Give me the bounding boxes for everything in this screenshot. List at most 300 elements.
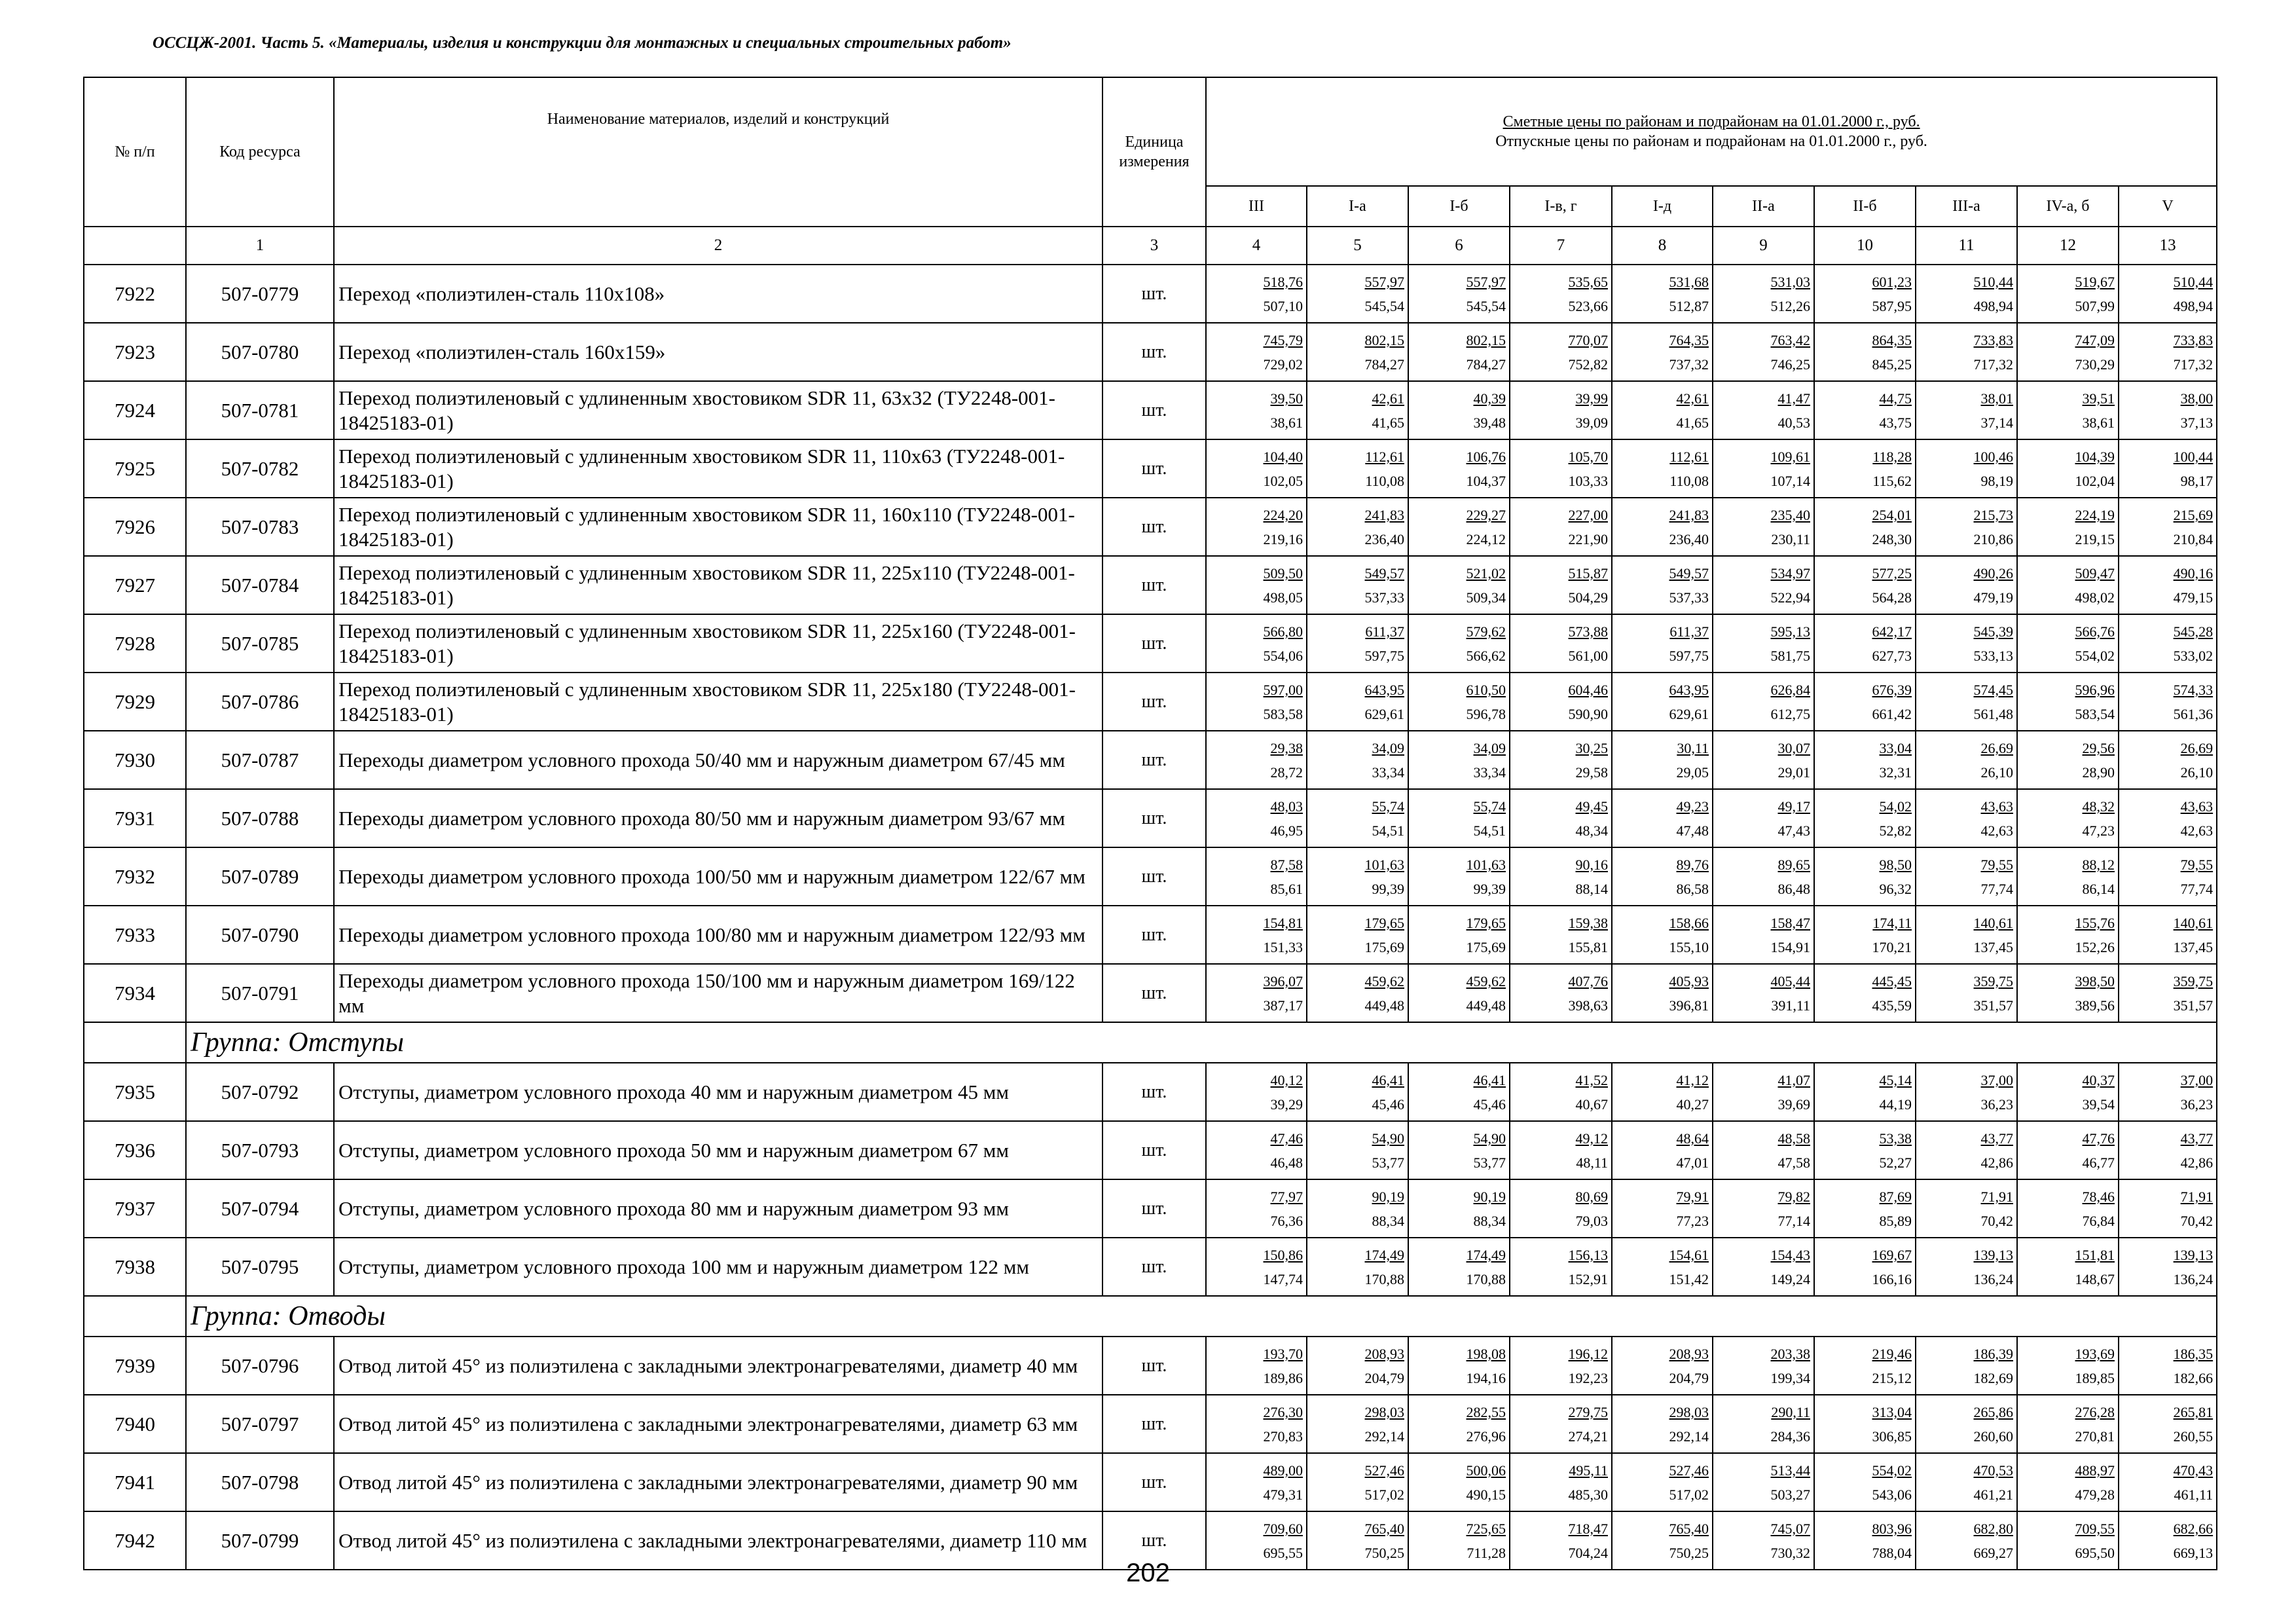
- price-cell: [1307, 614, 1408, 673]
- release-price: 45,46: [1473, 1096, 1506, 1113]
- release-price: 230,11: [1771, 530, 1810, 547]
- estimate-price: 29,38: [1270, 739, 1303, 756]
- estimate-price: 802,15: [1364, 331, 1404, 348]
- price-cell: [1206, 731, 1307, 789]
- price-cell: [1307, 1238, 1408, 1296]
- release-price: 517,02: [1669, 1486, 1709, 1503]
- estimate-price: 676,39: [1872, 681, 1912, 698]
- price-cell: [1307, 906, 1408, 964]
- release-price: 564,28: [1872, 589, 1912, 606]
- material-name: Отступы, диаметром условного прохода 40 мм и наружным диаметром 45 мм: [334, 1063, 1102, 1121]
- release-price: 147,74: [1263, 1270, 1303, 1287]
- material-name: Отвод литой 45° из полиэтилена с закладными электронагревателями, диаметр 40 мм: [334, 1337, 1102, 1395]
- release-price: 86,58: [1676, 880, 1709, 897]
- table-row: [84, 1121, 2217, 1179]
- row-number: 7928: [84, 614, 186, 673]
- col-header-name: Наименование материалов, изделий и конструкций: [334, 77, 1102, 227]
- estimate-price: 90,19: [1473, 1188, 1506, 1205]
- price-cell: [1206, 323, 1307, 381]
- column-number: 3: [1102, 227, 1206, 265]
- price-cell: [1814, 1179, 1916, 1238]
- estimate-price: 534,97: [1770, 564, 1810, 581]
- release-price: 554,06: [1263, 647, 1303, 664]
- price-cell: [1612, 381, 1713, 439]
- release-price: 28,90: [2082, 764, 2115, 781]
- unit-of-measure: шт.: [1102, 1453, 1206, 1511]
- release-price: 224,12: [1466, 530, 1506, 547]
- release-price: 52,82: [1879, 822, 1912, 839]
- column-number: 7: [1510, 227, 1612, 265]
- price-cell: [1408, 906, 1510, 964]
- release-price: 597,75: [1669, 647, 1709, 664]
- row-number: 7926: [84, 498, 186, 556]
- price-cell: [2119, 789, 2217, 847]
- price-cell: [1814, 731, 1916, 789]
- unit-of-measure: шт.: [1102, 789, 1206, 847]
- release-price: 29,01: [1777, 764, 1810, 781]
- price-cell: [2017, 673, 2119, 731]
- unit-of-measure: шт.: [1102, 439, 1206, 498]
- release-price: 42,86: [2180, 1154, 2214, 1171]
- release-price: 729,02: [1263, 356, 1303, 373]
- price-cell: [1408, 265, 1510, 323]
- price-cell: [1916, 1337, 2017, 1395]
- estimate-price: 601,23: [1872, 273, 1912, 290]
- estimate-price: 518,76: [1263, 273, 1303, 290]
- unit-of-measure: шт.: [1102, 323, 1206, 381]
- estimate-price: 79,91: [1676, 1188, 1709, 1205]
- release-price: 152,91: [1568, 1270, 1608, 1287]
- estimate-price: 709,60: [1263, 1520, 1303, 1537]
- estimate-price: 150,86: [1263, 1246, 1303, 1263]
- estimate-price: 42,61: [1372, 390, 1404, 407]
- release-price: 543,06: [1872, 1486, 1912, 1503]
- row-number: 7934: [84, 964, 186, 1022]
- price-cell: [1206, 1395, 1307, 1453]
- estimate-price: 545,28: [2173, 623, 2214, 640]
- price-cell: [1612, 906, 1713, 964]
- release-price: 537,33: [1364, 589, 1404, 606]
- estimate-price: 549,57: [1669, 564, 1709, 581]
- price-cell: [1206, 498, 1307, 556]
- price-cell: [1713, 1179, 1814, 1238]
- release-price: 730,32: [1770, 1544, 1810, 1561]
- price-cell: [2017, 847, 2119, 906]
- release-price: 292,14: [1364, 1428, 1404, 1445]
- column-number: 10: [1814, 227, 1916, 265]
- estimate-price: 595,13: [1770, 623, 1810, 640]
- release-price: 435,59: [1872, 997, 1912, 1014]
- estimate-price: 510,44: [2173, 273, 2214, 290]
- price-cell: [1510, 614, 1612, 673]
- row-number: 7940: [84, 1395, 186, 1453]
- release-price: 46,95: [1270, 822, 1303, 839]
- estimate-price: 531,68: [1669, 273, 1709, 290]
- price-cell: [1510, 265, 1612, 323]
- estimate-price: 55,74: [1372, 798, 1404, 815]
- price-cell: [1510, 1179, 1612, 1238]
- resource-code: 507-0799: [186, 1511, 334, 1570]
- release-price: 351,57: [2173, 997, 2214, 1014]
- release-price: 537,33: [1669, 589, 1709, 606]
- release-price: 533,02: [2173, 647, 2214, 664]
- estimate-price: 193,70: [1263, 1345, 1303, 1362]
- price-cell: [1814, 1063, 1916, 1121]
- unit-of-measure: шт.: [1102, 381, 1206, 439]
- price-cell: [1408, 964, 1510, 1022]
- estimate-price: 112,61: [1669, 448, 1709, 465]
- estimate-price: 219,46: [1872, 1345, 1912, 1362]
- estimate-price: 509,47: [2075, 564, 2115, 581]
- estimate-price: 459,62: [1364, 972, 1404, 989]
- release-price: 215,12: [1872, 1369, 1912, 1386]
- estimate-price: 235,40: [1770, 506, 1810, 523]
- estimate-price: 53,38: [1879, 1130, 1912, 1147]
- release-price: 46,77: [2082, 1154, 2115, 1171]
- price-cell: [2017, 1453, 2119, 1511]
- estimate-price: 47,76: [2082, 1130, 2115, 1147]
- table-row: [84, 847, 2217, 906]
- price-cell: [1307, 1121, 1408, 1179]
- price-cell: [1814, 614, 1916, 673]
- release-price: 512,87: [1669, 297, 1709, 314]
- price-cell: [1206, 906, 1307, 964]
- release-price: 561,48: [1973, 705, 2013, 722]
- estimate-price: 46,41: [1473, 1071, 1506, 1088]
- resource-code: 507-0797: [186, 1395, 334, 1453]
- release-price: 54,51: [1372, 822, 1404, 839]
- estimate-price: 527,46: [1364, 1462, 1404, 1479]
- release-price: 498,05: [1263, 589, 1303, 606]
- release-price: 260,55: [2173, 1428, 2214, 1445]
- table-row: [84, 964, 2217, 1022]
- release-price: 85,61: [1270, 880, 1303, 897]
- estimate-price: 765,40: [1364, 1520, 1404, 1537]
- estimate-price: 39,99: [1575, 390, 1608, 407]
- estimate-price: 509,50: [1263, 564, 1303, 581]
- estimate-price: 79,82: [1777, 1188, 1810, 1205]
- price-cell: [1612, 439, 1713, 498]
- estimate-price: 764,35: [1669, 331, 1709, 348]
- release-price: 151,33: [1263, 938, 1303, 955]
- estimate-price: 139,13: [1973, 1246, 2013, 1263]
- estimate-price: 118,28: [1872, 448, 1912, 465]
- release-price: 274,21: [1568, 1428, 1608, 1445]
- table-row: [84, 265, 2217, 323]
- table-row: [84, 1238, 2217, 1296]
- material-name: Отступы, диаметром условного прохода 100 мм и наружным диаметром 122 мм: [334, 1238, 1102, 1296]
- release-price: 189,85: [2075, 1369, 2115, 1386]
- page-number: 202: [1126, 1559, 1170, 1587]
- region-header: III: [1206, 186, 1307, 227]
- estimate-price: 405,44: [1770, 972, 1810, 989]
- estimate-price: 40,12: [1270, 1071, 1303, 1088]
- release-price: 351,57: [1973, 997, 2013, 1014]
- price-cell: [1713, 673, 1814, 731]
- price-cell: [1814, 1395, 1916, 1453]
- estimate-price: 89,65: [1777, 856, 1810, 873]
- price-cell: [1510, 1395, 1612, 1453]
- release-price: 398,63: [1568, 997, 1608, 1014]
- release-price: 79,03: [1575, 1212, 1608, 1229]
- estimate-price: 747,09: [2075, 331, 2115, 348]
- release-price: 47,58: [1777, 1154, 1810, 1171]
- estimate-price: 521,02: [1466, 564, 1506, 581]
- estimate-price: 803,96: [1872, 1520, 1912, 1537]
- release-price: 498,94: [1973, 297, 2013, 314]
- release-price: 110,08: [1365, 472, 1404, 489]
- release-price: 175,69: [1466, 938, 1506, 955]
- price-cell: [2017, 1395, 2119, 1453]
- release-price: 155,81: [1568, 938, 1608, 955]
- group-spacer: [84, 1022, 186, 1063]
- estimate-price: 718,47: [1568, 1520, 1608, 1537]
- unit-of-measure: шт.: [1102, 1238, 1206, 1296]
- price-cell: [2119, 556, 2217, 614]
- price-cell: [1206, 265, 1307, 323]
- estimate-price: 30,07: [1777, 739, 1810, 756]
- price-cell: [1307, 1063, 1408, 1121]
- unit-of-measure: шт.: [1102, 1337, 1206, 1395]
- release-price: 136,24: [2173, 1270, 2214, 1287]
- price-cell: [2119, 1337, 2217, 1395]
- price-cell: [2017, 964, 2119, 1022]
- release-price: 46,48: [1270, 1154, 1303, 1171]
- price-cell: [1916, 1238, 2017, 1296]
- release-price: 39,54: [2082, 1096, 2115, 1113]
- price-cell: [1713, 1238, 1814, 1296]
- release-price: 70,42: [2180, 1212, 2214, 1229]
- price-cell: [1814, 673, 1916, 731]
- price-cell: [1206, 1238, 1307, 1296]
- estimate-price: 611,37: [1365, 623, 1404, 640]
- col-header-num: № п/п: [84, 77, 186, 227]
- table-row: [84, 439, 2217, 498]
- estimate-price: 535,65: [1568, 273, 1608, 290]
- estimate-price: 109,61: [1770, 448, 1810, 465]
- release-price: 503,27: [1770, 1486, 1810, 1503]
- estimate-price: 470,43: [2173, 1462, 2214, 1479]
- estimate-price: 78,46: [2082, 1188, 2115, 1205]
- price-cell: [1814, 906, 1916, 964]
- release-price: 42,63: [1980, 822, 2013, 839]
- estimate-price: 38,00: [2180, 390, 2214, 407]
- estimate-price: 531,03: [1770, 273, 1810, 290]
- price-cell: [1612, 556, 1713, 614]
- estimate-price: 101,63: [1364, 856, 1404, 873]
- release-price: 39,09: [1575, 414, 1608, 431]
- release-price: 461,21: [1973, 1486, 2013, 1503]
- estimate-price: 265,81: [2173, 1403, 2214, 1420]
- release-price: 148,67: [2075, 1270, 2115, 1287]
- resource-code: 507-0794: [186, 1179, 334, 1238]
- price-cell: [1307, 1395, 1408, 1453]
- release-price: 523,66: [1568, 297, 1608, 314]
- price-cell: [1510, 439, 1612, 498]
- release-price: 194,16: [1466, 1369, 1506, 1386]
- price-cell: [1916, 789, 2017, 847]
- price-cell: [1814, 439, 1916, 498]
- release-price: 152,26: [2075, 938, 2115, 955]
- price-cell: [1510, 847, 1612, 906]
- unit-of-measure: шт.: [1102, 964, 1206, 1022]
- price-cell: [2017, 1238, 2119, 1296]
- estimate-price: 557,97: [1466, 273, 1506, 290]
- estimate-price: 198,08: [1466, 1345, 1506, 1362]
- estimate-price: 610,50: [1466, 681, 1506, 698]
- release-price: 583,58: [1263, 705, 1303, 722]
- table-row: [84, 556, 2217, 614]
- column-number: 5: [1307, 227, 1408, 265]
- price-cell: [1916, 964, 2017, 1022]
- release-price: 581,75: [1770, 647, 1810, 664]
- release-price: 717,32: [1973, 356, 2013, 373]
- price-cell: [1510, 1121, 1612, 1179]
- release-price: 170,88: [1364, 1270, 1404, 1287]
- release-price: 711,28: [1467, 1544, 1506, 1561]
- price-cell: [1612, 323, 1713, 381]
- table-row: [84, 789, 2217, 847]
- release-price: 44,19: [1879, 1096, 1912, 1113]
- release-price: 504,29: [1568, 589, 1608, 606]
- price-cell: [1408, 731, 1510, 789]
- estimate-price: 745,79: [1263, 331, 1303, 348]
- price-cell: [1307, 789, 1408, 847]
- price-cell: [2119, 1063, 2217, 1121]
- price-cell: [1510, 323, 1612, 381]
- group-row: [84, 1296, 2217, 1337]
- estimate-price: 224,20: [1263, 506, 1303, 523]
- estimate-price: 90,16: [1575, 856, 1608, 873]
- unit-of-measure: шт.: [1102, 731, 1206, 789]
- price-cell: [1916, 1453, 2017, 1511]
- estimate-price: 733,83: [2173, 331, 2214, 348]
- resource-code: 507-0788: [186, 789, 334, 847]
- table-row: [84, 731, 2217, 789]
- estimate-price: 71,91: [2180, 1188, 2214, 1205]
- unit-of-measure: шт.: [1102, 614, 1206, 673]
- price-cell: [1916, 847, 2017, 906]
- row-number: 7932: [84, 847, 186, 906]
- release-price: 102,05: [1263, 472, 1303, 489]
- price-cell: [1814, 1337, 1916, 1395]
- price-cell: [1916, 1179, 2017, 1238]
- material-name: Переходы диаметром условного прохода 150/100 мм и наружным диаметром 169/122 мм: [334, 964, 1102, 1022]
- estimate-price: 33,04: [1879, 739, 1912, 756]
- price-cell: [1408, 323, 1510, 381]
- price-cell: [1206, 1063, 1307, 1121]
- resource-code: 507-0789: [186, 847, 334, 906]
- estimate-price: 43,77: [1980, 1130, 2013, 1147]
- column-number: 2: [334, 227, 1102, 265]
- material-name: Отвод литой 45° из полиэтилена с закладными электронагревателями, диаметр 110 мм: [334, 1511, 1102, 1570]
- release-price: 166,16: [1872, 1270, 1912, 1287]
- price-cell: [1612, 1121, 1713, 1179]
- release-price: 554,02: [2075, 647, 2115, 664]
- release-price: 102,04: [2075, 472, 2115, 489]
- release-price: 47,01: [1676, 1154, 1709, 1171]
- price-cell: [1814, 1453, 1916, 1511]
- release-price: 389,56: [2075, 997, 2115, 1014]
- price-cell: [2017, 1063, 2119, 1121]
- region-header: III-а: [1916, 186, 2017, 227]
- resource-code: 507-0790: [186, 906, 334, 964]
- price-cell: [1307, 498, 1408, 556]
- release-price: 737,32: [1669, 356, 1709, 373]
- price-cell: [1408, 1453, 1510, 1511]
- estimate-price: 513,44: [1770, 1462, 1810, 1479]
- price-cell: [2119, 381, 2217, 439]
- row-number: 7923: [84, 323, 186, 381]
- price-cell: [1510, 1453, 1612, 1511]
- price-cell: [1206, 789, 1307, 847]
- release-price: 86,48: [1777, 880, 1810, 897]
- release-price: 77,14: [1777, 1212, 1810, 1229]
- estimate-price: 77,97: [1270, 1188, 1303, 1205]
- price-cell: [2017, 381, 2119, 439]
- estimate-price: 79,55: [2180, 856, 2214, 873]
- release-price: 48,34: [1575, 822, 1608, 839]
- estimate-price: 140,61: [1973, 914, 2013, 931]
- table-row: [84, 323, 2217, 381]
- release-price: 48,11: [1576, 1154, 1608, 1171]
- release-price: 221,90: [1568, 530, 1608, 547]
- price-cell: [1206, 673, 1307, 731]
- column-number-blank: [84, 227, 186, 265]
- row-number: 7938: [84, 1238, 186, 1296]
- price-cell: [1612, 673, 1713, 731]
- estimate-price: 112,61: [1365, 448, 1404, 465]
- release-price: 270,83: [1263, 1428, 1303, 1445]
- price-cell: [1307, 1179, 1408, 1238]
- release-price: 53,77: [1473, 1154, 1506, 1171]
- release-price: 612,75: [1770, 705, 1810, 722]
- estimate-price: 398,50: [2075, 972, 2115, 989]
- estimate-price: 359,75: [2173, 972, 2214, 989]
- release-price: 88,14: [1575, 880, 1608, 897]
- estimate-price: 276,28: [2075, 1403, 2115, 1420]
- material-name: Переход полиэтиленовый с удлиненным хвостовиком SDR 11, 225x160 (ТУ2248-001-18425183-01): [334, 614, 1102, 673]
- price-cell: [1206, 964, 1307, 1022]
- estimate-price: 43,63: [2180, 798, 2214, 815]
- release-price: 788,04: [1872, 1544, 1912, 1561]
- estimate-price: 725,65: [1466, 1520, 1506, 1537]
- unit-of-measure: шт.: [1102, 556, 1206, 614]
- release-price: 583,54: [2075, 705, 2115, 722]
- release-price: 39,29: [1270, 1096, 1303, 1113]
- release-price: 219,15: [2075, 530, 2115, 547]
- release-price: 88,34: [1473, 1212, 1506, 1229]
- estimate-price: 79,55: [1980, 856, 2013, 873]
- price-cell: [1713, 265, 1814, 323]
- row-number: 7931: [84, 789, 186, 847]
- release-price: 306,85: [1872, 1428, 1912, 1445]
- price-cell: [1206, 1121, 1307, 1179]
- unit-of-measure: шт.: [1102, 1511, 1206, 1570]
- release-price: 43,75: [1879, 414, 1912, 431]
- price-cell: [1307, 556, 1408, 614]
- price-cell: [1814, 964, 1916, 1022]
- price-cell: [1713, 906, 1814, 964]
- release-price: 784,27: [1466, 356, 1506, 373]
- estimate-price: 203,38: [1770, 1345, 1810, 1362]
- price-cell: [2119, 906, 2217, 964]
- estimate-price: 574,45: [1973, 681, 2013, 698]
- resource-code: 507-0795: [186, 1238, 334, 1296]
- table-row: [84, 381, 2217, 439]
- price-cell: [1408, 556, 1510, 614]
- estimate-price: 642,17: [1872, 623, 1912, 640]
